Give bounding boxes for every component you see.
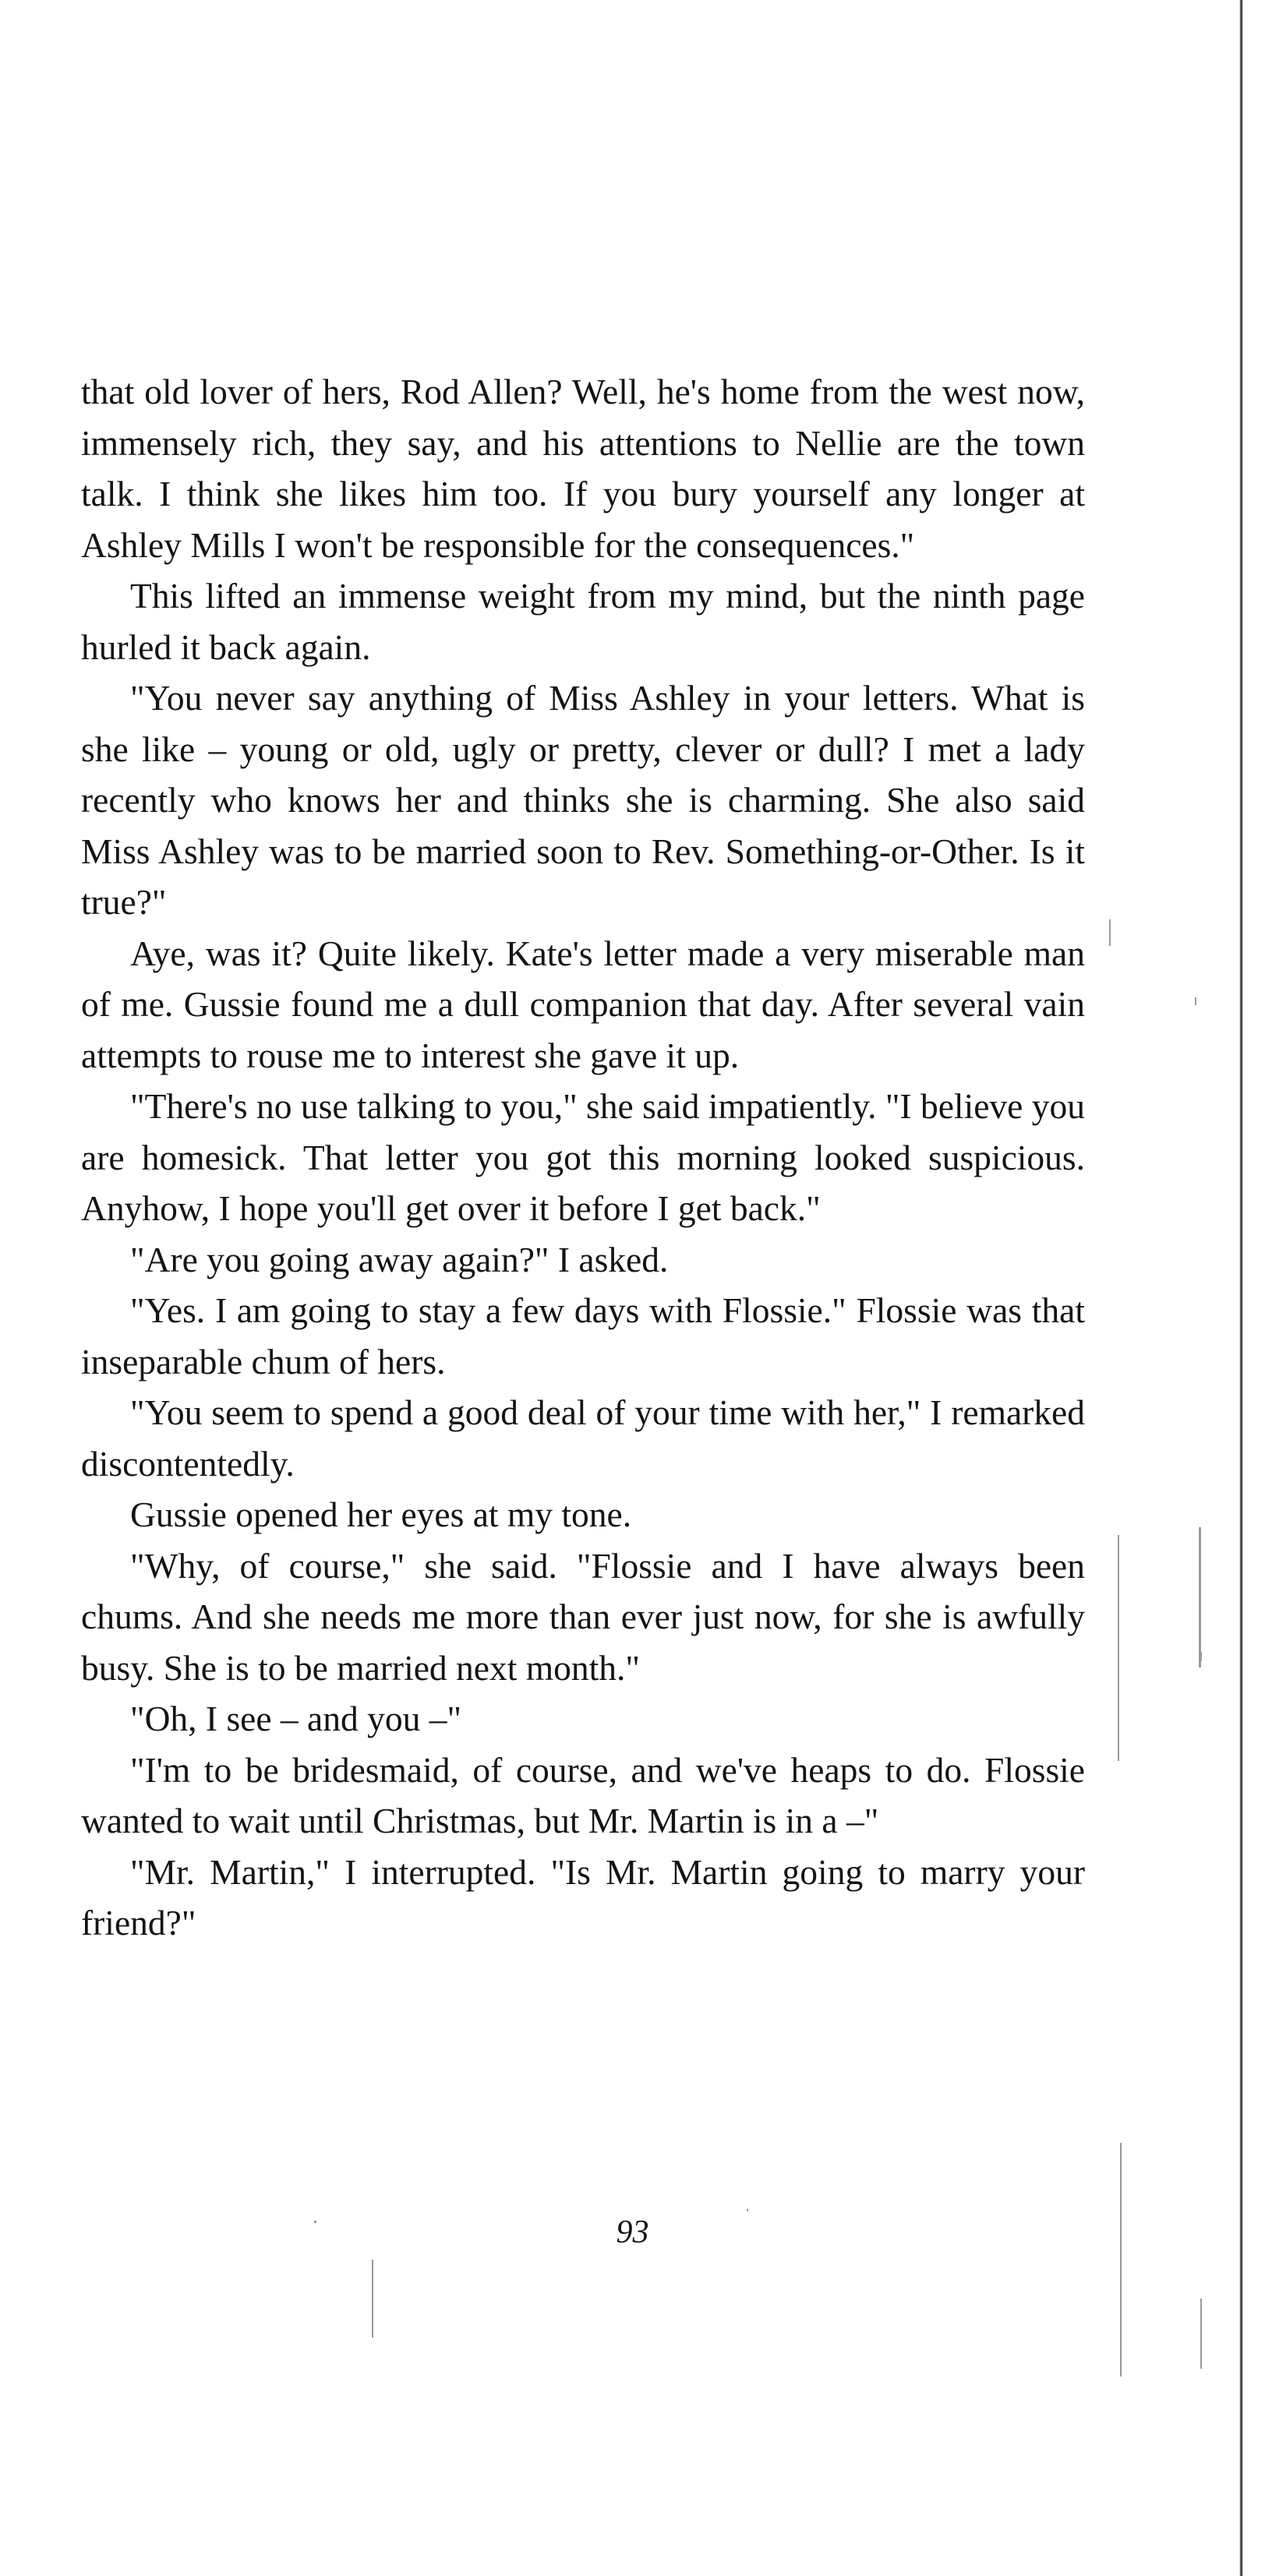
scan-speck [1195,997,1196,1005]
paragraph: "Why, of course," she said. "Flossie and I have always been chums. And she needs me more than ever just now, for she is awfully busy. She is to be married next month." [81,1545,1085,1688]
paragraph: "I'm to be bridesmaid, of course, and we've heaps to do. Flossie wanted to wait until Christmas, but Mr. Martin is in a –" [81,1749,1085,1840]
paragraph: "Yes. I am going to stay a few days with Flossie." Flossie was that inseparable chum of hers. [81,1290,1085,1382]
paragraph: Aye, was it? Quite likely. Kate's letter made a very miserable man of me. Gussie found me a dull companion that day. After several vain attempts to rouse me to interest she gave it up. [81,933,1085,1075]
paragraph: "Are you going away again?" I asked. [130,1239,669,1279]
scan-speck [1200,2299,1202,2369]
scan-speck [372,2260,373,2338]
paragraph: "You never say anything of Miss Ashley in your letters. What is she like – young or old, ugly or pretty, clever or dull? I met a lady recently who knows her and thinks she is charming. She also said Miss Ashley was to be married soon to Rev. Something-or-Other. Is it true?" [81,678,1085,922]
paragraph: Gussie opened her eyes at my tone. [130,1494,632,1534]
scan-speck [747,2209,748,2211]
scan-speck [1118,1535,1119,1761]
page-number: 93 [616,2214,649,2250]
paragraph: "You seem to spend a good deal of your time with her," I remarked discontentedly. [81,1392,1085,1484]
paragraph: "There's no use talking to you," she said impatiently. "I believe you are homesick. That letter you got this morning looked suspicious. Anyhow, I hope you'll get over it before I get back." [81,1086,1085,1228]
page-body-text [81,366,1085,1949]
paragraph: "Oh, I see – and you –" [130,1699,462,1738]
paragraph: "Mr. Martin," I interrupted. "Is Mr. Martin going to marry your friend?" [81,1851,1085,1943]
scan-speck [1199,1527,1201,1667]
paragraph: This lifted an immense weight from my mind, but the ninth page hurled it back again. [81,576,1085,667]
scan-speck [1120,2143,1122,2377]
scan-speck [1200,1652,1202,1661]
scan-speck [314,2221,316,2223]
paragraph-continued: that old lover of hers, Rod Allen? Well, he's home from the west now, immensely rich, they say, and his attentions to Nellie are the town talk. I think she likes him too. If you bury yourself any longer at Ashley Mills I won't be responsible for the consequences." [81,372,1085,565]
scan-speck [1109,919,1111,946]
page-binding-edge [1239,0,1243,2576]
